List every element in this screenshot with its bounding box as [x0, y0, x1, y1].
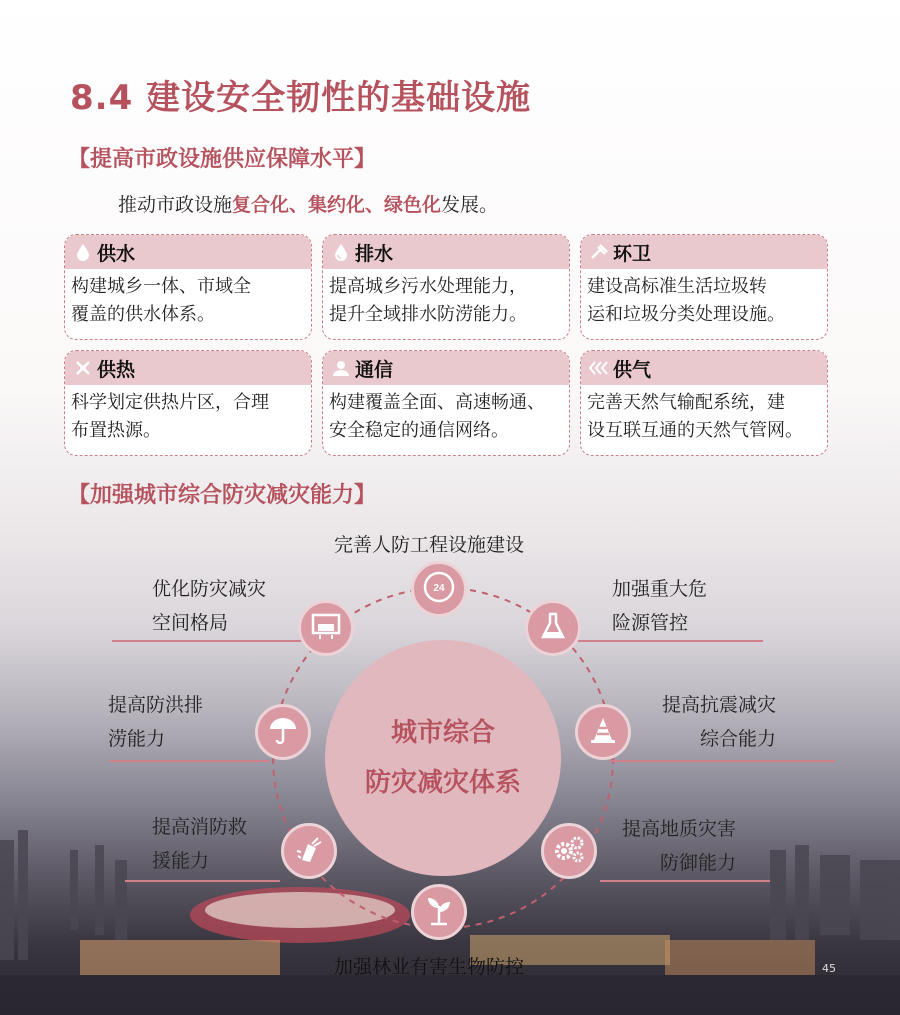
- node-flood-control: [255, 704, 311, 760]
- label-underline: [112, 640, 302, 642]
- gears-icon: [552, 834, 586, 868]
- card-text: 提高城乡污水处理能力， 提升全域排水防涝能力。: [329, 276, 527, 325]
- card-label: 供热: [97, 358, 136, 381]
- map-board-icon: [310, 611, 342, 645]
- card-label: 排水: [355, 242, 394, 265]
- node-fire-rescue: [281, 823, 337, 879]
- label-underline: [110, 760, 270, 762]
- label-underline: [610, 760, 835, 762]
- fire-extinguisher-icon: [294, 834, 324, 868]
- node-forestry: [411, 884, 467, 940]
- hub-circle: [325, 640, 561, 876]
- node-label-fire-rescue: 提高消防救 援能力: [152, 816, 248, 872]
- page-number: 45: [822, 962, 836, 975]
- card-label: 通信: [355, 358, 394, 381]
- page-title: 8.4 建设安全韧性的基础设施: [70, 78, 532, 118]
- node-hazard-control: [525, 600, 581, 656]
- node-label-hazard-control: 加强重大危 险源管控: [612, 578, 708, 634]
- umbrella-icon: [267, 714, 299, 750]
- svg-text:24: 24: [433, 583, 445, 594]
- section-heading-municipal: 【提高市政设施供应保障水平】: [68, 147, 377, 172]
- hub-title-line1: 城市综合: [390, 718, 495, 748]
- node-label-earthquake: 提高抗震减灾 综合能力: [662, 694, 777, 750]
- card-text: 构建城乡一体、市域全 覆盖的供水体系。: [71, 276, 251, 325]
- card-text: 建设高标准生活垃圾转 运和垃圾分类处理设施。: [587, 276, 785, 325]
- node-earthquake: [575, 704, 631, 760]
- card-label: 供气: [613, 358, 652, 381]
- label-underline: [578, 640, 763, 642]
- sprout-icon: [424, 894, 454, 930]
- label-underline: [125, 880, 280, 882]
- label-underline: [600, 880, 770, 882]
- node-civil-defense: [411, 561, 467, 617]
- node-label-flood-control: 提高防洪排 涝能力: [108, 694, 204, 750]
- card-label: 环卫: [613, 242, 652, 265]
- card-text: 构建覆盖全面、高速畅通、 安全稳定的通信网络。: [329, 392, 545, 441]
- node-spatial-layout: [298, 600, 354, 656]
- node-label-geological: 提高地质灾害 防御能力: [622, 818, 737, 874]
- card-label: 供水: [97, 242, 136, 265]
- phone-24-icon: [422, 570, 456, 608]
- card-text: 完善天然气输配系统，建 设互联互通的天然气管网。: [587, 392, 803, 441]
- node-label-spatial-layout: 优化防灾减灾 空间格局: [152, 578, 267, 634]
- flask-icon: [538, 611, 568, 645]
- intro-highlight: 复合化、集约化、绿色化: [232, 194, 442, 216]
- node-geological: [541, 823, 597, 879]
- node-label-forestry: 加强林业有害生物防控: [334, 956, 525, 978]
- intro-prefix: 推动市政设施: [118, 194, 233, 216]
- hub-title-line2: 防灾减灾体系: [364, 768, 521, 798]
- node-label-civil-defense: 完善人防工程设施建设: [334, 534, 525, 556]
- traffic-cone-icon: [588, 715, 618, 749]
- card-text: 科学划定供热片区，合理 布置热源。: [71, 392, 269, 441]
- intro-suffix: 发展。: [441, 194, 499, 216]
- section-heading-disaster: 【加强城市综合防灾减灾能力】: [68, 483, 377, 508]
